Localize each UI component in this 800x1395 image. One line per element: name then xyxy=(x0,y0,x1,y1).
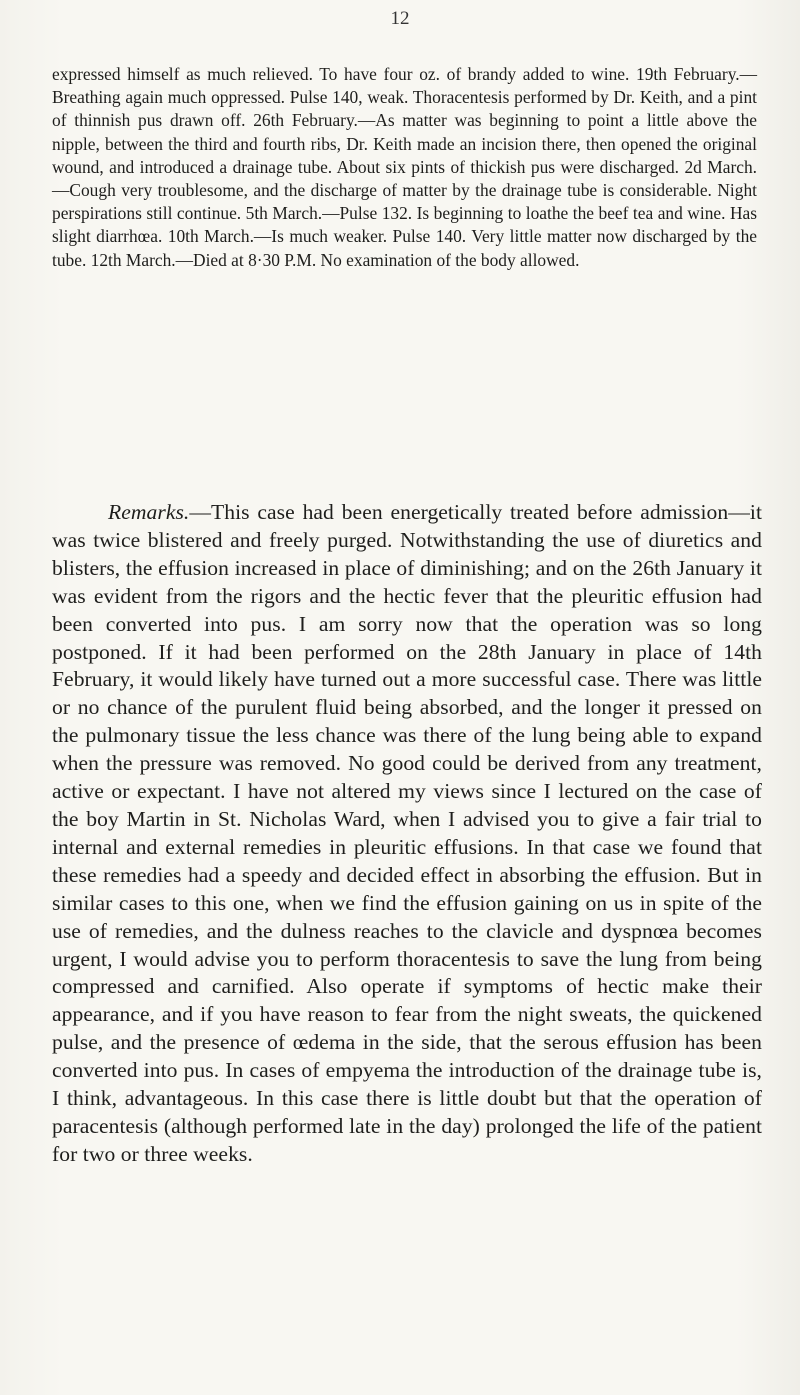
page-number: 12 xyxy=(390,8,410,29)
remarks-body: —This case had been energetically treated before admission—it was twice blistered and freely purged. Notwithstanding the use of diuretics and blisters, the effusion increased in place of diminishing; and on the 26th January it was evident from the rigors and the hectic fever that the pleuritic effusion had been converted into pus. I am sorry now that the operation was so long postponed. If it had been performed on the 28th January in place of 14th February, it would likely have turned out a more successful case. There was little or no chance of the purulent fluid being absorbed, and the longer it pressed on the pulmonary tissue the less chance was there of the lung being able to expand when the pressure was removed. No good could be derived from any treatment, active or expectant. I have not altered my views since I lectured on the case of the boy Martin in St. Nicholas Ward, when I advised you to give a fair trial to internal and external remedies in pleuritic effusions. In that case we found that these remedies had a speedy and decided effect in absorbing the effusion. But in similar cases to this one, when we find the effusion gaining on us in spite of the use of remedies, and the dulness reaches to the clavicle and dyspnœa becomes urgent, I would advise you to perform thoracentesis to save the lung from being compressed and carnified. Also operate if symptoms of hectic make their appearance, and if you have reason to fear from the night sweats, the quickened pulse, and the presence of œdema in the side, that the serous effusion has been converted into pus. In cases of empyema the introduction of the drainage tube is, I think, advantageous. In this case there is little doubt but that the operation of paracentesis (although performed late in the day) prolonged the life of the patient for two or three weeks. xyxy=(52,500,762,1166)
remarks-label: Remarks. xyxy=(108,500,190,524)
case-notes-paragraph: expressed himself as much relieved. To have four oz. of brandy added to wine. 19th February.—Breathing again much oppressed. Pulse 140, weak. Thoracentesis performed by Dr. Keith, and a pint of thinnish pus drawn off. 26th February.—As matter was beginning to point a little above the nipple, between the third and fourth ribs, Dr. Keith made an incision there, then opened the original wound, and introduced a drainage tube. About six pints of thickish pus were discharged. 2d March.—Cough very troublesome, and the discharge of matter by the drainage tube is considerable. Night perspirations still continue. 5th March.—Pulse 132. Is beginning to loathe the beef tea and wine. Has slight diarrhœa. 10th March.—Is much weaker. Pulse 140. Very little matter now discharged by the tube. 12th March.—Died at 8·30 P.M. No examination of the body allowed. xyxy=(52,64,757,270)
remarks-paragraph xyxy=(52,499,762,1169)
